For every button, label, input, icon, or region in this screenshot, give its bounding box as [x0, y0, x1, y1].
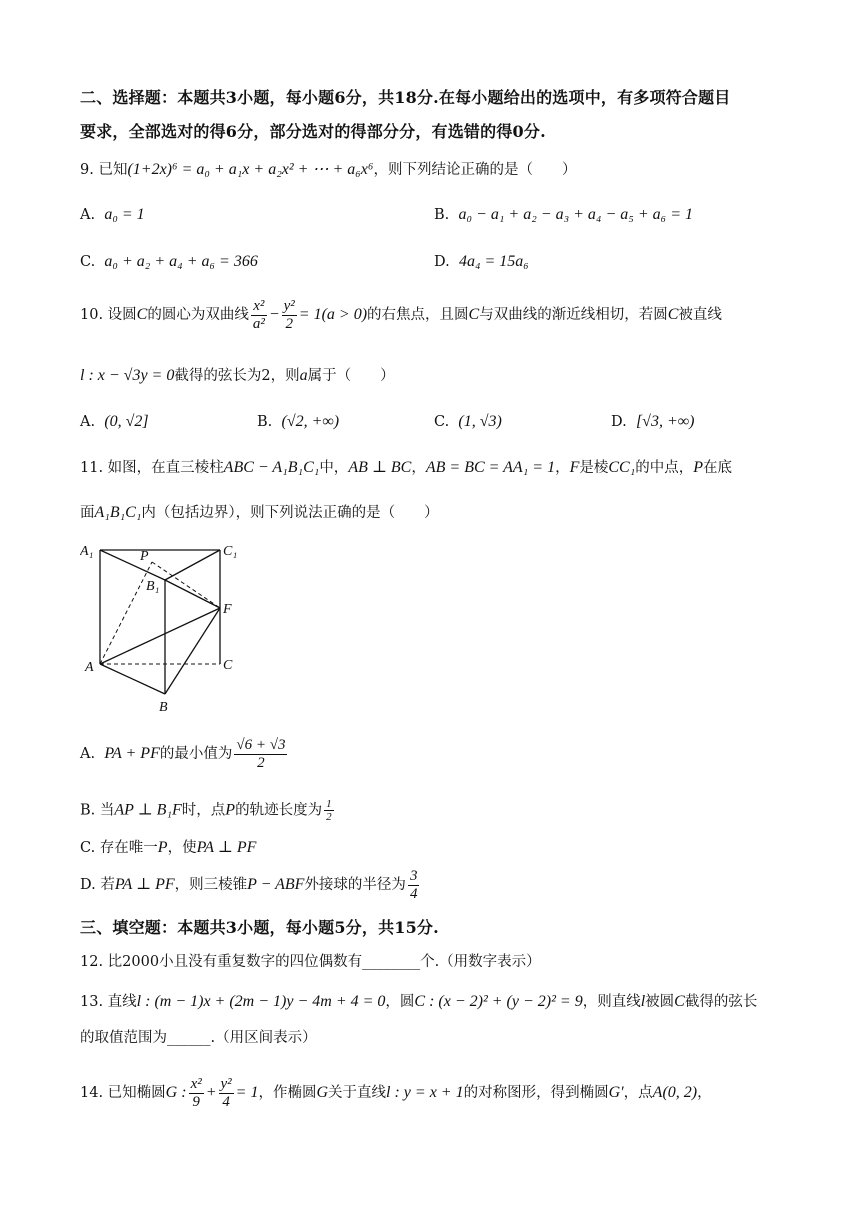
q14-text: ，点 [623, 1085, 653, 1101]
frac-den: 9 [192, 1093, 200, 1110]
frac-den: 2 [285, 315, 293, 332]
option-text: 的最小值为 [159, 746, 233, 762]
option-label: A. [80, 746, 96, 762]
option-label: A. [80, 207, 96, 223]
ellipse-g: G [316, 1084, 329, 1101]
q11-option-a [80, 737, 798, 771]
option-math: P − ABF [247, 876, 305, 893]
q10-text: 的右焦点，且圆 [367, 307, 469, 323]
prism-name: ABC − A₁B₁C₁ [223, 459, 320, 476]
section3-heading: 三、填空题：本题共3小题，每小题5分，共15分. [80, 918, 439, 937]
option-label: C. 存在唯一 [80, 840, 158, 856]
ellipse-g-prime: G′ [608, 1084, 624, 1101]
label-a: A [85, 660, 94, 675]
equal-relation: AB = BC = AA₁ = 1 [425, 459, 556, 476]
q14-text: 14. 已知椭圆 [80, 1085, 166, 1101]
q13-stem-line1 [80, 992, 798, 1011]
point-p: P [693, 459, 704, 476]
perp-relation: AB ⊥ BC [348, 459, 412, 476]
point-p: P [157, 839, 168, 856]
section2-heading-line2: 要求，全部选对的得6分，部分选对的得部分分，有选错的得0分. [80, 122, 546, 141]
point-a: A(0, 2) [652, 1084, 698, 1101]
option-math: PA + PF [104, 745, 160, 762]
label-c: C [223, 658, 233, 673]
option-math: (√2, +∞) [281, 413, 340, 430]
q10-option-c [434, 412, 502, 431]
q14-eq: = 1 [235, 1084, 259, 1101]
section2-heading-line1: 二、选择题：本题共3小题，每小题6分，共18分.在每小题给出的选项中，有多项符合题目 [80, 88, 731, 107]
q11-text: ， [555, 460, 570, 476]
q11-text: ， [411, 460, 426, 476]
q11-b-frac [324, 798, 334, 823]
q10-text: 与双曲线的渐近线相切，若圆 [479, 307, 668, 323]
q14-frac1 [189, 1076, 204, 1110]
q9-option-a [80, 207, 145, 223]
circle-c: C [674, 993, 685, 1010]
point-f: F [569, 459, 580, 476]
q11-option-d [80, 868, 798, 902]
option-label: D. [434, 254, 450, 270]
label-c1: C₁ [223, 544, 238, 559]
q11-text: 面 [80, 505, 95, 521]
edge-a1b1 [100, 550, 165, 580]
q13-text: 13. 直线 [80, 994, 137, 1010]
label-f: F [223, 602, 232, 617]
frac-num: y² [283, 298, 295, 314]
q10-eq: = 1(a > 0) [298, 306, 368, 323]
frac-den: 2 [326, 811, 332, 824]
plus-sign: + [205, 1084, 217, 1101]
q14-text: 关于直线 [328, 1085, 387, 1101]
q9-suffix: ，则下列结论正确的是（ ） [373, 162, 577, 178]
label-b: B [159, 700, 168, 715]
frac-den: 2 [257, 754, 265, 771]
option-math: a₀ + a₂ + a₄ + a₆ = 366 [104, 253, 258, 270]
q9-options-row1 [80, 205, 798, 224]
q11-text: 内（包括边界），则下列说法正确的是（ ） [141, 505, 439, 521]
q11-text: 在底 [703, 460, 733, 476]
option-math: PA ⊥ PF [114, 876, 175, 893]
option-math: PA ⊥ PF [196, 839, 257, 856]
edge-b1c1 [165, 550, 220, 580]
q11-d-frac [408, 868, 420, 902]
frac-den: 4 [409, 885, 418, 902]
minus-sign: − [268, 306, 280, 323]
option-math: (0, √2] [104, 413, 149, 430]
circle-equation: C : (x − 2)² + (y − 2)² = 9 [414, 993, 583, 1010]
q9-options-row2 [80, 252, 798, 271]
option-label: C. [434, 414, 450, 430]
q11-stem-line1 [80, 458, 798, 477]
q10-option-a [80, 412, 149, 431]
q10-prefix: 10. 设圆 [80, 307, 137, 323]
option-math: a₀ = 1 [104, 206, 145, 223]
line-equation: l : (m − 1)x + (2m − 1)y − 4m + 4 = 0 [136, 993, 386, 1010]
segment-pa [100, 562, 152, 664]
q10-option-b [257, 412, 339, 431]
option-math: AP ⊥ B₁F [114, 801, 182, 819]
point-p: P [225, 801, 236, 819]
q11-a-frac [234, 737, 287, 771]
option-math: a₀ − a₁ + a₂ − a₃ + a₄ − a₅ + a₆ = 1 [458, 206, 693, 223]
q11-option-b [80, 798, 798, 823]
edge-cc1: CC₁ [608, 459, 636, 476]
circle-c: C [136, 306, 148, 323]
q13-text: 截得的弦长 [684, 994, 758, 1010]
base-face: A₁B₁C₁ [94, 504, 142, 521]
q14-text: 的对称图形，得到椭圆 [463, 1085, 609, 1101]
option-text: ，则三棱锥 [174, 877, 248, 893]
frac-num: √6 + √3 [236, 737, 286, 753]
q11-stem-line2 [80, 503, 798, 522]
option-label: D. 若 [80, 877, 115, 893]
q10-text: 截得的弦长为2，则 [174, 368, 300, 384]
option-math: 4a₄ = 15a₆ [458, 253, 529, 270]
line-equation: l : x − √3y = 0 [80, 367, 175, 384]
circle-c: C [468, 306, 480, 323]
edge-b1f [165, 580, 220, 608]
q10-stem-line1 [80, 298, 798, 332]
q9-option-d [434, 252, 529, 271]
q11-text: 中， [319, 460, 349, 476]
q14-frac2 [219, 1076, 234, 1110]
q9-option-c [80, 254, 258, 270]
option-text: 的轨迹长度为 [235, 802, 323, 819]
q9-option-b [434, 205, 693, 224]
option-label: A. [80, 414, 96, 430]
q9-expansion: (1+2x)⁶ = a₀ + a₁x + a₂x² + ⋯ + a₆x⁶ [127, 161, 374, 178]
frac-den: 4 [222, 1093, 230, 1110]
q14-text: ，作椭圆 [258, 1085, 317, 1101]
q11-text: 11. 如图，在直三棱柱 [80, 460, 224, 476]
option-math: [√3, +∞) [635, 413, 695, 430]
q13-stem-line2: 的取值范围为______.（用区间表示） [80, 1030, 317, 1046]
option-math: (1, √3) [458, 413, 502, 430]
q10-option-d [611, 412, 694, 431]
q14-stem [80, 1076, 798, 1110]
q13-text: 被圆 [645, 994, 675, 1010]
label-b1: B₁ [146, 579, 160, 594]
label-a1: A₁ [80, 544, 94, 559]
ellipse-g: G : [165, 1084, 187, 1101]
label-p: P [140, 549, 149, 564]
option-text: ，使 [167, 840, 197, 856]
var-a: a [299, 367, 308, 384]
q13-text: ，圆 [385, 994, 415, 1010]
circle-c: C [667, 306, 679, 323]
q10-text: 的圆心为双曲线 [147, 307, 249, 323]
frac-num: y² [220, 1076, 232, 1092]
var-l: l [640, 993, 646, 1010]
option-label: C. [80, 254, 96, 270]
q13-text: ，则直线 [582, 994, 641, 1010]
q9-prefix: 9. 已知 [80, 162, 128, 178]
prism-figure [80, 538, 250, 718]
q11-text: 是棱 [579, 460, 609, 476]
q9-stem [80, 160, 798, 179]
q10-stem-line2 [80, 366, 798, 385]
q10-text: 属于（ ） [307, 368, 395, 384]
option-label: B. 当 [80, 802, 115, 819]
option-label: D. [611, 414, 627, 430]
q10-frac2 [282, 298, 297, 332]
line-equation: l : y = x + 1 [386, 1084, 464, 1101]
option-text: 外接球的半径为 [304, 877, 406, 893]
q12-stem: 12. 比2000小且没有重复数字的四位偶数有________个.（用数字表示） [80, 954, 541, 970]
q11-option-c [80, 838, 798, 857]
option-label: B. [257, 414, 273, 430]
frac-num: 1 [326, 798, 332, 810]
edge-ab [100, 664, 165, 694]
frac-num: 3 [409, 868, 418, 884]
q10-frac1 [251, 298, 267, 332]
frac-num: x² [190, 1076, 202, 1092]
q10-text: 被直线 [678, 307, 722, 323]
q11-text: 的中点， [635, 460, 694, 476]
option-text: 时，点 [181, 802, 226, 819]
frac-num: x² [251, 298, 267, 316]
option-label: B. [434, 207, 450, 223]
q14-text: ， [697, 1085, 712, 1101]
frac-den: a² [252, 315, 265, 332]
